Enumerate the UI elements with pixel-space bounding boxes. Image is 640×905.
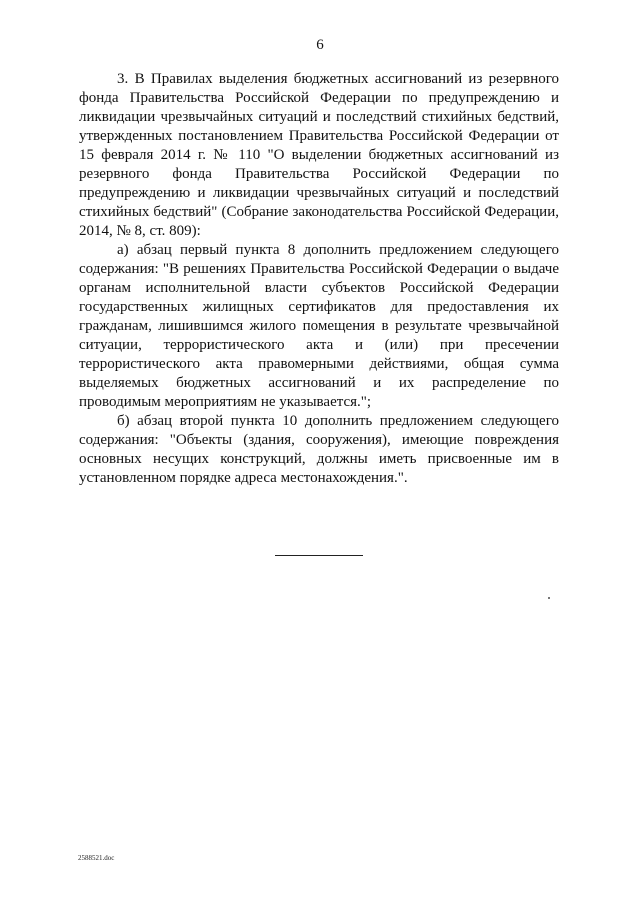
page-number: 6 — [316, 37, 324, 53]
paragraph-subitem-a: а) абзац первый пункта 8 дополнить предложением следующего содержания: "В решениях Правительства Российской Федерации о выдаче органам исполнительной власти субъектов Российской Федерации государственных жилищных сертификатов для предоставления их гражданам, лишившимся жилого помещения в результате чрезвычайной ситуации, террористического акта и (или) при пресечении террористического акта правомерными действиями, общая сумма выделяемых бюджетных ассигнований и их распределение по проводимым мероприятиям не указывается."; — [79, 242, 559, 410]
end-separator-line — [275, 555, 363, 556]
paragraph-item-3: 3. В Правилах выделения бюджетных ассигнований из резервного фонда Правительства Российской Федерации по предупреждению и ликвидации чрезвычайных ситуаций и последствий стихийных бедствий, утвержденных постановлением Правительства Российской Федерации от 15 февраля 2014 г. № 110 "О выделении бюджетных ассигнований из резервного фонда Правительства Российской Федерации по предупреждению и ликвидации чрезвычайных ситуаций и последствий стихийных бедствий" (Собрание законодательства Российской Федерации, 2014, № 8, ст. 809): — [79, 71, 559, 239]
document-body — [79, 70, 559, 488]
file-name-footer: 2588521.doc — [78, 854, 115, 862]
stray-mark — [548, 597, 550, 599]
paragraph-subitem-b: б) абзац второй пункта 10 дополнить предложением следующего содержания: "Объекты (здания, сооружения), имеющие повреждения основных несущих конструкций, должны иметь присвоенные им в установленном порядке адреса местонахождения.". — [79, 413, 559, 486]
